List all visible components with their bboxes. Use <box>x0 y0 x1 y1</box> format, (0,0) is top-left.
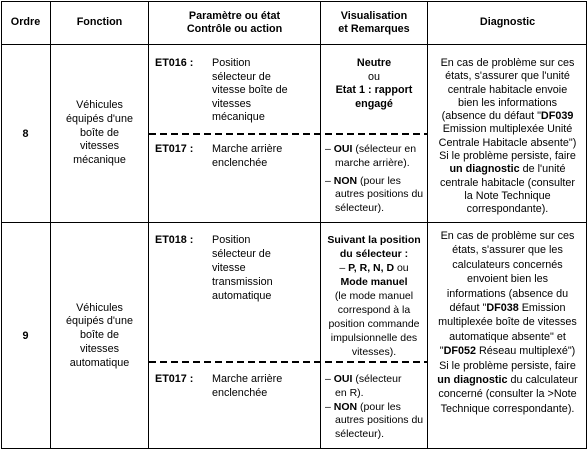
text-segment: Emission <box>518 302 566 315</box>
text-line <box>321 303 427 317</box>
text-line <box>321 317 427 331</box>
header-ordre <box>1 1 50 44</box>
text-line <box>428 330 587 344</box>
text-segment: vitesse <box>212 262 246 274</box>
row-9-et018-visualisation <box>321 233 427 359</box>
row-8-et016-description <box>212 57 318 125</box>
text-line <box>212 387 318 401</box>
text-line <box>428 97 587 110</box>
text-line <box>80 140 119 154</box>
row-8-et017-visualisation <box>325 143 425 215</box>
text-line <box>428 110 587 123</box>
text-line <box>66 113 133 127</box>
sub-row-divider-dashed <box>149 133 427 135</box>
bold-text-segment: Mode manuel <box>340 276 408 288</box>
text-line <box>321 289 427 303</box>
row-8-et016-visualisation <box>321 57 427 111</box>
bold-text-segment: Suivant la position <box>327 234 421 246</box>
text-segment: Position <box>212 234 251 246</box>
text-segment: ou <box>367 70 380 83</box>
text-line <box>321 84 427 98</box>
text-line <box>335 414 425 428</box>
text-line <box>321 71 427 85</box>
text-segment: vitesse boîte de <box>212 84 288 96</box>
bold-text-segment: OUI <box>333 143 353 155</box>
text-segment: (pour les <box>357 400 401 413</box>
text-line <box>341 10 407 23</box>
text-line <box>428 272 587 286</box>
text-line <box>321 98 427 112</box>
text-segment: (sélecteur en <box>352 143 417 155</box>
text-line <box>321 233 427 247</box>
text-segment: mécanique <box>212 111 265 123</box>
text-segment: envoient bien les <box>466 273 549 286</box>
text-segment: enclenchée <box>212 386 268 399</box>
text-line <box>189 10 280 23</box>
row-9-et017-description <box>212 373 318 401</box>
text-line <box>212 373 318 387</box>
text-segment: autres positions du <box>335 188 424 200</box>
text-segment: centrale habitacle (consulter <box>439 176 576 189</box>
text-segment: sélecteur). <box>335 428 385 441</box>
row-8-ordre <box>1 45 50 222</box>
text-segment: boîte de <box>79 329 120 342</box>
text-line <box>428 190 587 203</box>
text-line <box>428 150 587 163</box>
text-segment: correspond à la <box>337 304 411 316</box>
row-9-diagnostic <box>428 229 587 416</box>
text-segment: impulsionnelle des <box>330 332 418 344</box>
bold-text-segment: Etat 1 : rapport <box>335 84 413 96</box>
header-diagnostic-label: Diagnostic <box>479 16 536 28</box>
text-segment: équipés d'une <box>66 112 133 125</box>
text-segment: du calculateur <box>507 374 578 387</box>
text-segment: Véhicules <box>76 301 123 314</box>
text-line <box>212 247 318 261</box>
text-segment: Si le problème persiste, faire <box>439 359 576 372</box>
text-segment: Réseau multiplexé") <box>476 345 576 358</box>
text-line <box>428 229 587 243</box>
text-segment: calculateurs concernés <box>452 258 563 271</box>
ordre-number: 9 <box>22 330 29 342</box>
text-segment: automatique absente" et <box>449 330 566 343</box>
row-8-et016-code <box>155 57 193 71</box>
row-9-fonction <box>51 223 148 449</box>
text-segment: Technique correspondante). <box>440 402 575 415</box>
text-segment: vitesses <box>79 140 119 153</box>
parameter-code: ET017 : <box>155 143 194 155</box>
text-segment: vitesses <box>212 97 252 110</box>
text-segment: Centrale Habitacle absente") <box>438 136 577 149</box>
text-segment: Si le problème persiste, faire <box>439 150 576 163</box>
sub-row-divider-dashed <box>149 361 427 363</box>
text-line <box>335 428 425 442</box>
text-segment: Contrôle ou action <box>186 22 283 35</box>
text-segment: marche arrière). <box>335 156 410 169</box>
text-segment: position commande <box>328 318 420 330</box>
text-line <box>321 275 427 289</box>
text-segment: centrale habitacle envoie <box>447 83 568 96</box>
row-9-et017-visualisation <box>325 373 425 442</box>
header-diagnostic <box>428 1 587 44</box>
bold-text-segment: du sélecteur : <box>339 248 409 260</box>
text-segment: de l'unité <box>519 163 566 176</box>
text-line <box>335 387 425 401</box>
text-line <box>80 127 119 141</box>
text-line <box>335 157 425 171</box>
bold-text-segment: un diagnostic <box>449 163 520 176</box>
ordre-number: 8 <box>22 127 29 140</box>
text-line <box>80 329 119 343</box>
text-segment: Marche arrière <box>212 373 283 385</box>
text-line <box>428 315 587 329</box>
bold-text-segment: DF038 <box>486 302 519 315</box>
text-segment: Emission multiplexée Unité <box>442 123 573 136</box>
text-line <box>428 84 587 97</box>
text-line <box>428 203 587 216</box>
text-line <box>321 345 427 359</box>
text-line <box>212 289 318 303</box>
text-segment: sélecteur). <box>335 201 385 214</box>
header-fonction <box>51 1 148 44</box>
row-9-et017-code <box>155 373 193 387</box>
text-line <box>73 154 126 168</box>
text-segment: – <box>325 174 334 187</box>
text-line <box>187 23 282 36</box>
text-segment: – <box>339 262 349 274</box>
text-line <box>428 387 587 401</box>
text-line <box>212 71 318 85</box>
text-segment: – <box>325 373 334 385</box>
parameter-code: ET018 : <box>155 234 194 246</box>
text-segment: défaut " <box>449 302 487 315</box>
text-segment: (pour les <box>357 174 401 187</box>
text-segment: (le mode manuel <box>334 290 414 302</box>
text-segment: (absence du défaut " <box>441 110 541 123</box>
text-line <box>428 359 587 373</box>
text-line <box>428 243 587 257</box>
text-segment: sélecteur de <box>212 248 271 260</box>
bold-text-segment: engagé <box>355 97 393 110</box>
text-segment: sélecteur de <box>212 70 271 83</box>
row-9-ordre <box>1 223 50 449</box>
text-segment: enclenchée <box>212 156 268 169</box>
text-segment: vitesses). <box>351 346 397 358</box>
text-segment: autres positions du <box>335 414 424 427</box>
bold-text-segment: DF039 <box>540 110 574 123</box>
text-line <box>212 157 318 171</box>
text-segment: vitesses <box>79 342 119 355</box>
text-segment: " <box>439 345 444 358</box>
text-segment: Visualisation <box>340 9 408 22</box>
parameter-code: ET016 : <box>155 57 194 69</box>
text-line <box>70 357 129 371</box>
bold-text-segment: P, R, N, D <box>348 262 395 274</box>
text-line <box>428 258 587 272</box>
text-segment: en R). <box>335 386 364 399</box>
text-segment: ou <box>394 262 409 274</box>
row-8-diagnostic <box>428 57 587 217</box>
text-segment: Paramètre ou état <box>188 9 281 22</box>
column-divider <box>148 1 149 449</box>
text-segment: Position <box>212 57 251 69</box>
header-parametre <box>149 1 320 44</box>
list-item <box>325 175 425 216</box>
text-line <box>428 163 587 176</box>
text-line <box>428 177 587 190</box>
text-line <box>76 99 123 113</box>
text-segment: concerné (consulter la >Note <box>438 388 577 401</box>
list-item <box>325 143 425 170</box>
text-line <box>321 57 427 71</box>
text-segment: Marche arrière <box>212 143 283 155</box>
row-8-fonction <box>51 45 148 222</box>
text-line <box>428 402 587 416</box>
bold-text-segment: Neutre <box>356 57 392 69</box>
text-segment: – <box>325 400 334 413</box>
text-segment: multiplexée boîte de vitesses <box>438 316 577 329</box>
text-line <box>212 57 318 71</box>
text-line <box>80 343 119 357</box>
text-segment: équipés d'une <box>66 315 133 328</box>
row-9-et018-description <box>212 233 318 303</box>
row-8-et017-description <box>212 143 318 170</box>
text-segment: transmission <box>212 276 273 288</box>
list-item <box>325 401 425 442</box>
text-segment: automatique <box>69 356 130 369</box>
text-segment: états, s'assurer que l'unité <box>445 70 570 83</box>
text-line <box>335 202 425 216</box>
text-line <box>428 373 587 387</box>
header-fonction-label: Fonction <box>76 16 123 28</box>
text-segment: boîte de <box>79 126 120 139</box>
bold-text-segment: OUI <box>333 373 353 385</box>
text-segment: Véhicules <box>76 99 123 111</box>
text-line <box>321 261 427 275</box>
row-8-et017-code <box>155 143 193 157</box>
bold-text-segment: NON <box>333 174 358 187</box>
text-segment: (sélecteur <box>352 373 402 385</box>
text-line <box>76 302 123 316</box>
bold-text-segment: NON <box>333 400 358 413</box>
text-line <box>212 233 318 247</box>
text-segment: correspondante). <box>466 203 549 216</box>
text-segment: mécanique <box>73 154 126 167</box>
text-segment: En cas de problème sur ces <box>440 57 575 69</box>
text-segment: informations (absence du <box>446 287 569 300</box>
text-segment: – <box>325 143 334 155</box>
bold-text-segment: un diagnostic <box>437 374 508 387</box>
text-line <box>428 344 587 358</box>
text-line <box>335 188 425 202</box>
text-line <box>428 301 587 315</box>
text-segment: En cas de problème sur ces <box>440 230 575 242</box>
text-line <box>325 175 425 189</box>
text-line <box>428 137 587 150</box>
text-line <box>66 315 133 329</box>
text-line <box>338 23 409 36</box>
text-segment: et Remarques <box>338 22 410 35</box>
text-line <box>212 143 318 157</box>
text-line <box>212 261 318 275</box>
row-9-et018-code <box>155 233 193 247</box>
text-line <box>428 287 587 301</box>
text-line <box>325 373 425 387</box>
text-line <box>325 401 425 415</box>
text-line <box>212 111 318 125</box>
text-line <box>325 143 425 157</box>
text-segment: états, s'assurer que les <box>452 244 563 257</box>
text-line <box>212 275 318 289</box>
text-segment: la Note Technique <box>464 189 551 202</box>
text-segment: automatique <box>212 290 272 302</box>
text-line <box>428 123 587 136</box>
text-segment: bien les informations <box>457 96 558 109</box>
header-ordre-label: Ordre <box>10 16 41 28</box>
text-line <box>428 70 587 83</box>
text-line <box>321 247 427 261</box>
list-item <box>325 373 425 401</box>
text-line <box>212 84 318 98</box>
text-line <box>212 98 318 112</box>
header-visualisation <box>321 1 427 44</box>
parameter-code: ET017 : <box>155 373 194 385</box>
text-line <box>321 331 427 345</box>
text-line <box>428 57 587 70</box>
bold-text-segment: DF052 <box>443 345 476 358</box>
